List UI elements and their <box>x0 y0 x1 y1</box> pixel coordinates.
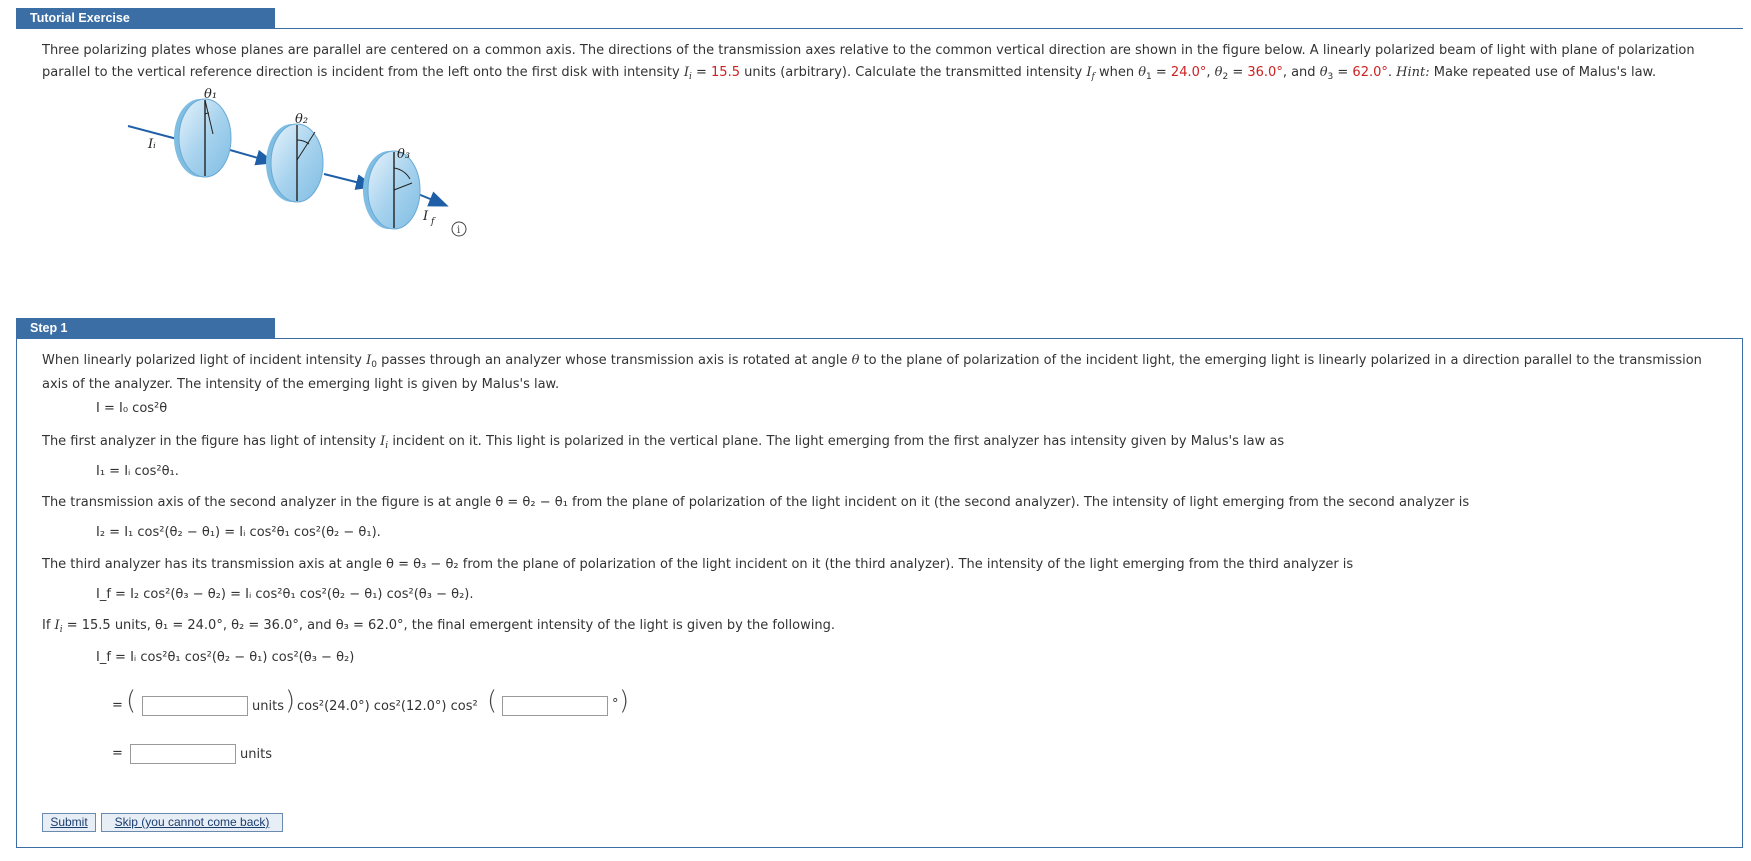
step1-paragraph-2 <box>42 434 1284 451</box>
p5-Ii: I <box>54 618 60 633</box>
p5-Ii-sub: i <box>59 625 63 635</box>
cos-squared-terms: cos²(24.0°) cos²(12.0°) cos² <box>297 699 478 714</box>
open-paren-2: ( <box>487 686 498 716</box>
p2-Ii-sub: i <box>385 441 389 451</box>
and-text: , and <box>1282 65 1320 80</box>
theta2-sub: 2 <box>1222 72 1229 82</box>
theta2-label: θ <box>1214 65 1223 80</box>
eq-sign-4: = <box>1333 65 1353 80</box>
step1-tab: Step 1 <box>16 318 275 338</box>
p5-b: = 15.5 units, <box>62 618 156 633</box>
If-fig-label: I <box>423 209 429 224</box>
tutorial-exercise-tab: Tutorial Exercise <box>16 8 275 28</box>
step1-paragraph-4 <box>42 557 1353 572</box>
incident-intensity-input[interactable] <box>142 696 248 716</box>
theta1-fig-label: θ₁ <box>204 88 218 102</box>
theta1-label: θ <box>1138 65 1147 80</box>
equation-I1: I₁ = Iᵢ cos²θ₁. <box>96 464 179 479</box>
Ii-symbol: I <box>683 65 689 80</box>
theta3-fig-label: θ₃ <box>397 147 411 162</box>
theta1-sub: 1 <box>1146 72 1152 82</box>
degree-symbol: ° <box>612 697 619 712</box>
step1-paragraph-5 <box>42 618 835 635</box>
p3-a: The transmission axis of the second analyzer in the figure is at angle <box>42 495 496 510</box>
problem-text-3: when <box>1094 65 1139 80</box>
angle-difference-input[interactable] <box>502 696 608 716</box>
p2-a: The first analyzer in the figure has light of intensity <box>42 434 381 449</box>
p1-a: When linearly polarized light of incident intensity <box>42 353 367 368</box>
p3-b: from the plane of polarization of the light incident on it (the second analyzer). The intensity of light emerging from the second analyzer is <box>567 495 1470 510</box>
p3-angle: θ = θ₂ − θ₁ <box>495 495 568 510</box>
p1-I0-sub: 0 <box>371 360 377 370</box>
theta3-sub: 3 <box>1327 72 1334 82</box>
malus-law-equation: I = I₀ cos²θ <box>96 401 168 416</box>
step1-paragraph-1-line2: axis of the analyzer. The intensity of the emerging light is given by Malus's law. <box>42 377 560 392</box>
problem-statement <box>42 40 1722 88</box>
theta2-fig-label: θ₂ <box>295 112 309 127</box>
polarizer-disk-3 <box>363 151 420 229</box>
p5-vals: θ₁ = 24.0°, θ₂ = 36.0°, and θ₃ = 62.0° <box>155 618 404 633</box>
If-symbol: I <box>1086 65 1092 80</box>
problem-text-1: Three polarizing plates whose planes are parallel are centered on a common axis. The directions of the transmission axes relative to the common vertical direction are shown in the figure below. A linearly polarized beam of light with plane of polarization parallel to the vertical reference direction is incident from the left onto the first disk with intensity <box>42 43 1695 80</box>
p2-b: incident on it. This light is polarized in the vertical plane. The light emerging from the first analyzer has intensity given by Malus's law as <box>388 434 1285 449</box>
p4-b: from the plane of polarization of the light incident on it (the third analyzer). The intensity of the light emerging from the third analyzer is <box>458 557 1354 572</box>
equals-sign-2: = <box>112 746 123 761</box>
equals-sign-1: = <box>112 698 123 713</box>
step1-paragraph-3 <box>42 495 1469 510</box>
units-label-1: units <box>252 699 284 714</box>
If-sub: f <box>1091 72 1095 82</box>
theta1-value: 24.0° <box>1170 65 1207 80</box>
theta3-value: 62.0° <box>1352 65 1388 80</box>
problem-text-2: units (arbitrary). Calculate the transmitted intensity <box>739 65 1087 80</box>
beam-2 <box>230 150 272 162</box>
theta3-label: θ <box>1319 65 1328 80</box>
hint-label: Hint: <box>1396 65 1430 80</box>
hint-text: Make repeated use of Malus's law. <box>1429 65 1657 80</box>
polarizer-figure <box>110 88 530 268</box>
skip-button[interactable]: Skip (you cannot come back) <box>101 813 283 832</box>
p1-theta: θ <box>851 353 860 368</box>
period: . <box>1387 65 1397 80</box>
step1-paragraph-1 <box>42 353 1702 370</box>
comma-1: , <box>1206 65 1215 80</box>
eq-sign-2: = <box>1151 65 1171 80</box>
header-rule <box>16 28 1743 29</box>
close-paren-1: ) <box>285 686 296 716</box>
theta2-value: 36.0° <box>1247 65 1283 80</box>
transmitted-beam <box>418 194 445 205</box>
info-icon[interactable] <box>452 222 466 236</box>
Ii-fig-label: Iᵢ <box>148 137 156 152</box>
p1-c: to the plane of polarization of the incident light, the emerging light is linearly polarized in a direction parallel to the transmission <box>859 353 1702 368</box>
p4-a: The third analyzer has its transmission axis at angle <box>42 557 387 572</box>
final-intensity-input[interactable] <box>130 744 236 764</box>
p2-Ii: I <box>380 434 386 449</box>
If-fig-sub: f <box>431 217 435 227</box>
equation-I2: I₂ = I₁ cos²(θ₂ − θ₁) = Iᵢ cos²θ₁ cos²(θ₂ − θ₁). <box>96 525 381 540</box>
p5-a: If <box>42 618 55 633</box>
polarizer-disk-1 <box>174 99 231 177</box>
close-paren-2: ) <box>619 686 630 716</box>
units-label-2: units <box>240 747 272 762</box>
submit-button[interactable]: Submit <box>42 813 96 832</box>
p5-c: , the final emergent intensity of the light is given by the following. <box>403 618 835 633</box>
eq-sign-3: = <box>1228 65 1248 80</box>
eq-sign: = <box>691 65 712 80</box>
p4-angle: θ = θ₃ − θ₂ <box>386 557 459 572</box>
Ii-sub: i <box>688 72 692 82</box>
p1-I0: I <box>366 353 372 368</box>
Ii-value: 15.5 <box>711 65 740 80</box>
open-paren-1: ( <box>126 686 137 716</box>
info-icon-glyph: i <box>457 225 461 236</box>
p1-b: passes through an analyzer whose transmission axis is rotated at angle <box>376 353 852 368</box>
polarizer-disk-2 <box>266 124 323 202</box>
equation-If: I_f = I₂ cos²(θ₃ − θ₂) = Iᵢ cos²θ₁ cos²(θ₂ − θ₁) cos²(θ₃ − θ₂). <box>96 587 474 602</box>
equation-If-general: I_f = Iᵢ cos²θ₁ cos²(θ₂ − θ₁) cos²(θ₃ − θ₂) <box>96 650 355 665</box>
